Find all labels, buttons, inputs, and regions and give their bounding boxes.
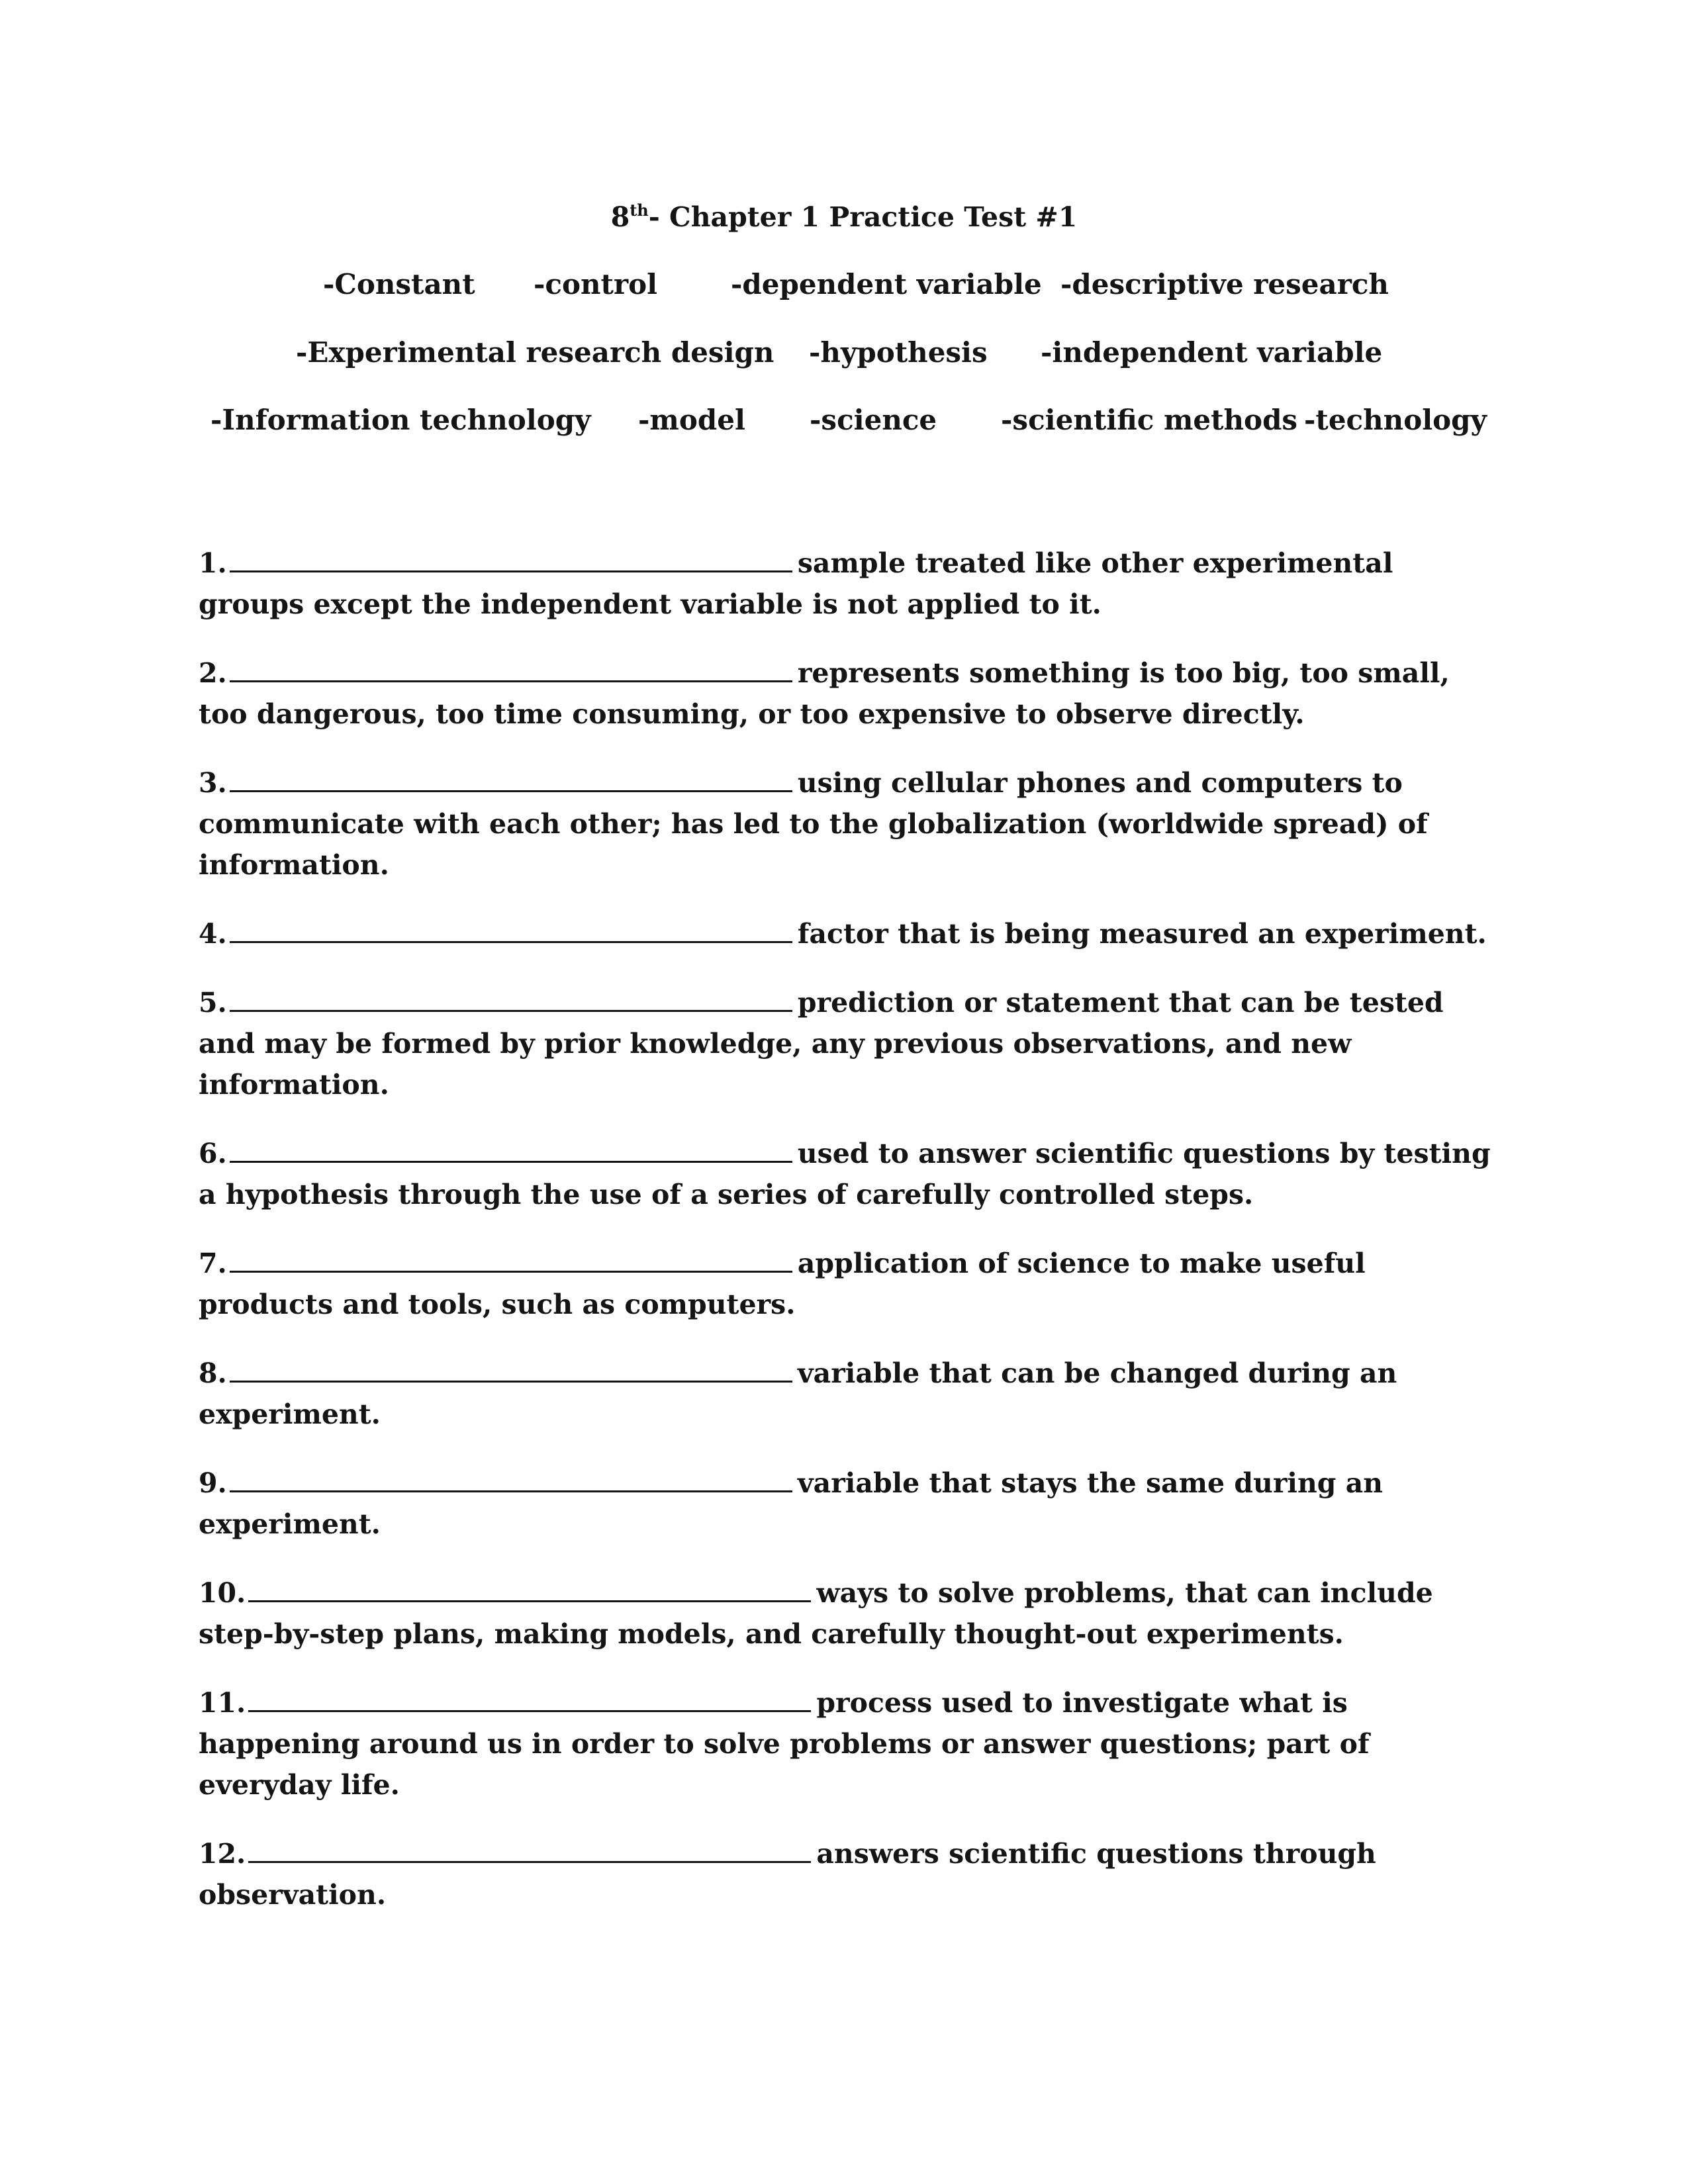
answer-blank[interactable] — [230, 1357, 792, 1383]
question-item — [199, 1353, 1496, 1435]
question-number: 2. — [199, 657, 227, 689]
question-text: used to answer scientific questions by testing a hypothesis through the use of a series of carefully controlled steps. — [199, 1138, 1491, 1210]
question-item — [199, 1682, 1496, 1805]
answer-blank[interactable] — [248, 1576, 811, 1602]
word-bank-term: -Information technology — [211, 404, 591, 436]
question-number: 6. — [199, 1138, 227, 1169]
question-text: answers scientific questions through observation. — [199, 1838, 1376, 1911]
question-item — [199, 1463, 1496, 1545]
answer-blank[interactable] — [248, 1837, 811, 1863]
question-text: application of science to make useful products and tools, such as computers. — [199, 1248, 1366, 1320]
question-list — [199, 543, 1496, 1943]
question-text: ways to solve problems, that can include step-by-step plans, making models, and carefully thought-out experiments. — [199, 1577, 1433, 1650]
question-text: process used to investigate what is happening around us in order to solve problems or answer questions; part of everyday life. — [199, 1687, 1370, 1801]
question-text: prediction or statement that can be tested and may be formed by prior knowledge, any previous observations, and new information. — [199, 987, 1444, 1101]
answer-blank[interactable] — [230, 657, 792, 682]
answer-blank[interactable] — [230, 1137, 792, 1163]
question-number: 5. — [199, 987, 227, 1019]
question-item — [199, 1243, 1496, 1325]
word-bank-term: -control — [534, 268, 658, 300]
question-text: represents something is too big, too small, too dangerous, too time consuming, or too expensive to observe directly. — [199, 657, 1450, 730]
word-bank-term: -model — [638, 404, 745, 436]
question-number: 11. — [199, 1687, 246, 1719]
question-item — [199, 1833, 1496, 1915]
question-item — [199, 913, 1496, 954]
question-item — [199, 1572, 1496, 1655]
question-text: factor that is being measured an experiment. — [797, 918, 1487, 950]
answer-blank[interactable] — [230, 547, 792, 572]
word-bank-row-3 — [0, 400, 1688, 440]
question-number: 9. — [199, 1467, 227, 1499]
question-number: 12. — [199, 1838, 246, 1870]
answer-blank[interactable] — [230, 917, 792, 943]
answer-blank[interactable] — [230, 1247, 792, 1273]
answer-blank[interactable] — [230, 1467, 792, 1492]
title-grade: 8 — [610, 201, 630, 233]
word-bank-term: -Experimental research design — [296, 336, 774, 369]
question-number: 3. — [199, 767, 227, 799]
question-number: 7. — [199, 1248, 227, 1279]
answer-blank[interactable] — [248, 1686, 811, 1712]
answer-blank[interactable] — [230, 986, 792, 1012]
title-superscript: th — [630, 201, 649, 220]
question-text: sample treated like other experimental groups except the independent variable is not applied to it. — [199, 547, 1393, 620]
question-number: 10. — [199, 1577, 246, 1609]
question-item — [199, 653, 1496, 735]
word-bank-term: -independent variable — [1041, 336, 1383, 369]
question-text: variable that can be changed during an experiment. — [199, 1357, 1397, 1430]
question-item — [199, 1133, 1496, 1215]
word-bank-term: -dependent variable — [731, 268, 1042, 300]
question-number: 4. — [199, 918, 227, 950]
word-bank-row-2 — [0, 333, 1688, 373]
question-text: variable that stays the same during an experiment. — [199, 1467, 1383, 1540]
word-bank-term: -hypothesis — [809, 336, 988, 369]
word-bank-row-1 — [0, 265, 1688, 304]
question-item — [199, 543, 1496, 625]
title-text: - Chapter 1 Practice Test #1 — [648, 201, 1078, 233]
word-bank-term: -technology — [1304, 404, 1487, 436]
question-item — [199, 982, 1496, 1105]
question-item — [199, 762, 1496, 886]
question-number: 8. — [199, 1357, 227, 1389]
answer-blank[interactable] — [230, 766, 792, 792]
question-number: 1. — [199, 547, 227, 579]
word-bank-term: -descriptive research — [1060, 268, 1389, 300]
word-bank-term: -Constant — [323, 268, 475, 300]
question-text: using cellular phones and computers to communicate with each other; has led to the globalization (worldwide spread) of information. — [199, 767, 1428, 881]
page-title — [0, 197, 1688, 237]
word-bank-term: -scientific methods — [1001, 404, 1298, 436]
word-bank-term: -science — [810, 404, 937, 436]
